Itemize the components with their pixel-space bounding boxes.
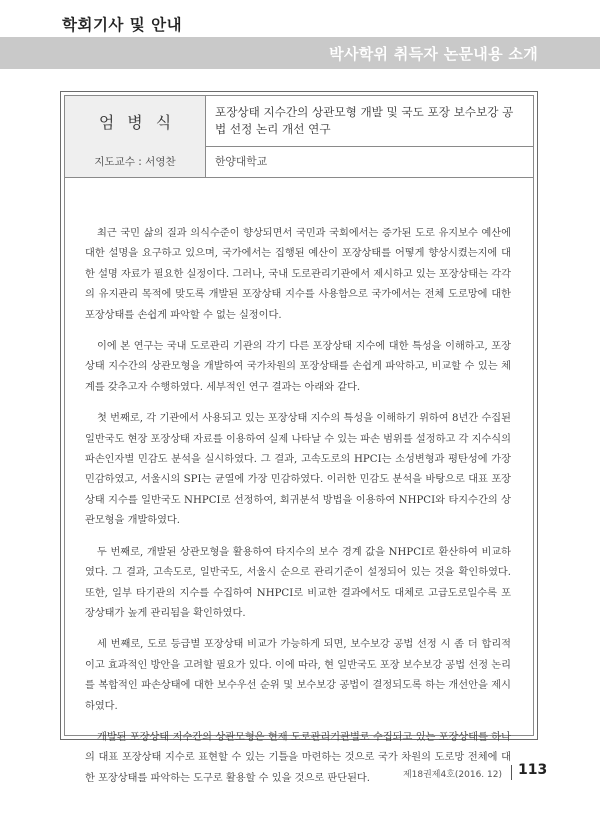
- university-name: 한양대학교: [215, 155, 268, 168]
- title-row: [65, 96, 533, 147]
- author-name: 엄병식: [98, 112, 185, 132]
- page-number: 113: [518, 762, 548, 778]
- thesis-title: 포장상태 지수간의 상관모형 개발 및 국도 포장 보수보강 공법 선정 논리 개선 연구: [215, 105, 514, 136]
- footer-divider: [511, 765, 512, 780]
- band-title: 박사학위 취득자 논문내용 소개: [329, 45, 538, 63]
- abstract-body: [85, 224, 511, 800]
- abstract-paragraph: 두 번째로, 개발된 상관모형을 활용하여 타지수의 보수 경계 값을 NHPCI로 환산하여 비교하였다. 그 결과, 고속도로, 일반국도, 서울시 순으로 관리기준이 설정되어 있는 것을 확인하였다. 또한, 일부 타기관의 지수를 수집하여 NHPCI로 비교한 결과에서도 대체로 고급도로일수록 포장상태가 높게 관리됨을 확인하였다.: [85, 546, 511, 619]
- advisor-row: [65, 146, 533, 178]
- advisor-label: 지도교수 : 서영찬: [94, 156, 176, 168]
- abstract-paragraph: 첫 번째로, 각 기관에서 사용되고 있는 포장상태 지수의 특성을 이해하기 위하여 8년간 수집된 일반국도 현장 포장상태 자료를 이용하여 실제 나타날 수 있는 파손 범위를 설정하고 각 지수식의 파손인자별 민감도 분석을 실시하였다. 그 결과, 고속도로의 HPCI는 소성변형과 평탄성에 가장 민감하였고, 서울시의 SPI는 균열에 가장 민감하였다. 이러한 민감도 분석을 바탕으로 대표 포장상태 지수를 일반국도 NHPCI로 선정하여, 회귀분석 방법을 이용하여 NHPCI와 타지수간의 상관모형을 개발하였다.: [85, 413, 511, 527]
- author-cell: [65, 96, 206, 146]
- advisor-cell: [65, 146, 206, 177]
- abstract-paragraph: 이에 본 연구는 국내 도로관리 기관의 각기 다른 포장상태 지수에 대한 특성을 이해하고, 포장상태 지수간의 상관모형을 개발하여 국가차원의 포장상태를 손쉽게 파악하고, 비교할 수 있는 체계를 갖추고자 수행하였다. 세부적인 연구 결과는 아래와 같다.: [85, 341, 511, 393]
- section-title: 학회기사 및 안내: [62, 16, 183, 34]
- abstract-paragraph: 개발된 포장상태 지수간의 상관모형은 현재 도로관리기관별로 수집되고 있는 포장상태를 하나의 대표 포장상태 지수로 표현할 수 있는 기틀을 마련하는 것으로 국가 차원의 도로망 전체에 대한 포장상태를 파악하는 도구로 활용할 수 있을 것으로 판단된다.: [85, 731, 511, 784]
- abstract-paragraph: 세 번째로, 도로 등급별 포장상태 비교가 가능하게 되면, 보수보강 공법 선정 시 좀 더 합리적이고 효과적인 방안을 고려할 필요가 있다. 이에 따라, 현 일반국도 포장 보수보강 공법 선정 논리를 복합적인 파손상태에 대한 보수우선 순위 및 보수보강 공법이 결정되도록 하는 개선안을 제시하였다.: [85, 639, 511, 712]
- header-band: [0, 37, 600, 69]
- abstract-paragraph: 최근 국민 삶의 질과 의식수준이 향상되면서 국민과 국회에서는 증가된 도로 유지보수 예산에 대한 설명을 요구하고 있으며, 국가에서는 집행된 예산이 포장상태를 어떻게 향상시켰는지에 대한 설명 자료가 필요한 실정이다. 그러나, 국내 도로관리기관에서 제시하고 있는 포장상태는 각각의 유지관리 목적에 맞도록 개발된 포장상태 지수를 사용함으로 국가에서는 전체 도로망에 대한 포장상태를 손쉽게 파악할 수 없는 실정이다.: [85, 228, 511, 321]
- issue-label: 제18권제4호(2016. 12): [402, 770, 502, 780]
